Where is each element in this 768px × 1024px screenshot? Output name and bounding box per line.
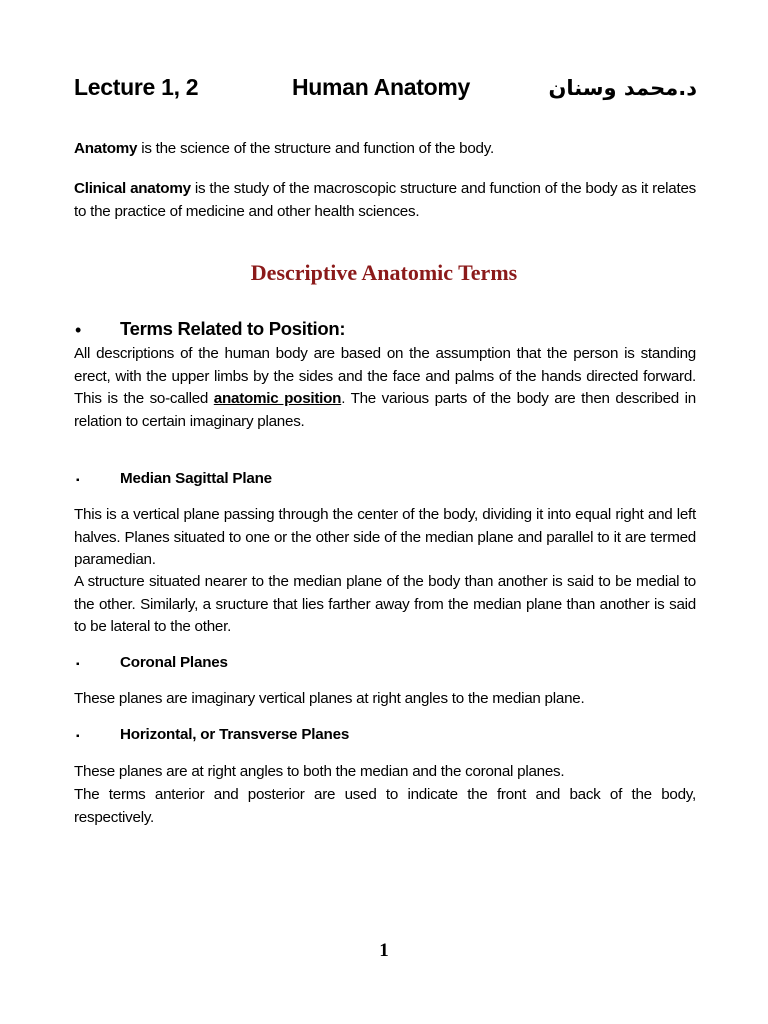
square-bullet-icon: ▪	[76, 475, 80, 486]
medial-lateral-paragraph: A structure situated nearer to the median plane of the body than another is said to be medial to the other. Similarly, a sructure that lies farther away from the median plane than another is said to be lateral to the other.	[74, 573, 696, 635]
section-heading: Descriptive Anatomic Terms	[250, 260, 518, 285]
author-name: د.محمد وسنان	[548, 76, 697, 100]
horizontal-planes-paragraph: These planes are at right angles to both the median and the coronal planes.	[74, 763, 565, 780]
anatomy-term: Anatomy	[74, 140, 138, 157]
anatomy-definition-text: is the science of the structure and function of the body.	[137, 140, 494, 157]
anatomic-position-text-before: All descriptions of the human body are based on the assumption that the person is standing erect, with the upper limbs by the sides and the face and palms of the hands directed forward. This is the so-called	[74, 345, 696, 407]
coronal-planes-heading: Coronal Planes	[120, 654, 228, 671]
clinical-anatomy-definition	[74, 178, 696, 223]
bullet-icon: •	[75, 320, 82, 340]
coronal-planes-paragraph: These planes are imaginary vertical planes at right angles to the median plane.	[74, 690, 585, 707]
clinical-anatomy-term: Clinical anatomy	[74, 180, 191, 197]
median-sagittal-paragraph: This is a vertical plane passing through the center of the body, dividing it into equal right and left halves. Planes situated to one or the other side of the median plane and parallel to it are termed paramedian.	[74, 506, 696, 568]
median-sagittal-heading: Median Sagittal Plane	[120, 470, 272, 487]
anatomic-position-paragraph	[74, 343, 696, 433]
anterior-posterior-paragraph: The terms anterior and posterior are used to indicate the front and back of the body, respectively.	[74, 786, 696, 826]
clinical-anatomy-definition-text: is the study of the macroscopic structure and function of the body as it relates to the practice of medicine and other health sciences.	[74, 180, 696, 220]
terms-position-heading: Terms Related to Position:	[120, 318, 346, 339]
square-bullet-icon: ▪	[76, 659, 80, 670]
anatomy-definition	[74, 138, 696, 161]
page-title: Human Anatomy	[292, 74, 470, 100]
square-bullet-icon: ▪	[76, 731, 80, 742]
horizontal-planes-heading: Horizontal, or Transverse Planes	[120, 726, 350, 743]
page-number: 1	[379, 940, 389, 961]
anatomic-position-text-after: . The various parts of the body are then described in relation to certain imaginary planes.	[74, 390, 696, 430]
lecture-label: Lecture 1, 2	[74, 74, 199, 100]
anatomic-position-term: anatomic position	[213, 390, 342, 407]
